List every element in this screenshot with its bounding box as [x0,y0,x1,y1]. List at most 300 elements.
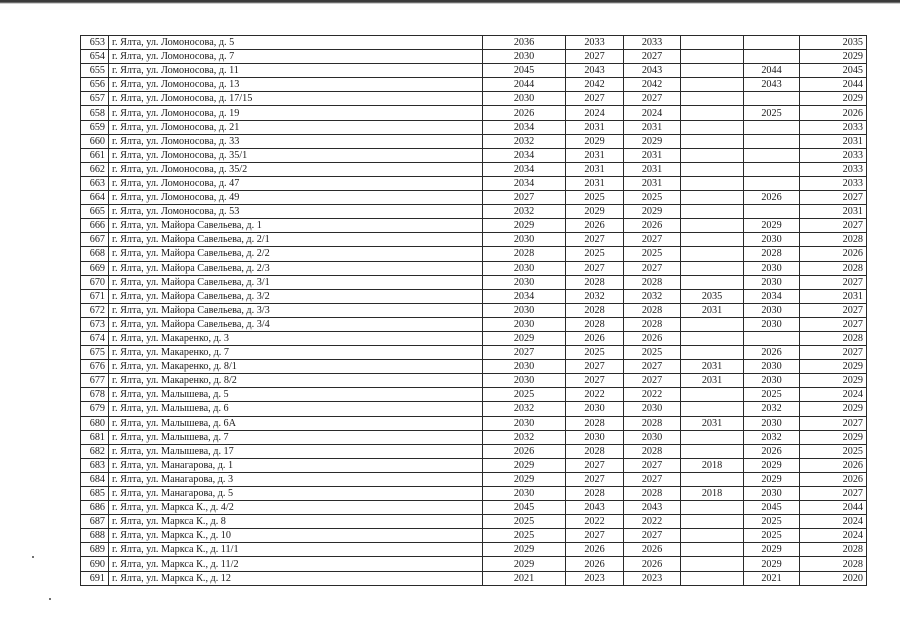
year-col-5-cell: 2030 [744,275,800,289]
year-col-5-cell: 2044 [744,64,800,78]
year-col-6-cell: 2035 [800,36,867,50]
year-col-2-cell: 2027 [566,261,624,275]
year-col-4-cell [681,515,744,529]
year-col-3-cell: 2030 [624,430,681,444]
table-body [81,36,867,586]
year-col-6-cell: 2033 [800,176,867,190]
year-col-4-cell [681,571,744,585]
address-cell: г. Ялта, ул. Майора Савельева, д. 1 [109,219,483,233]
year-col-5-cell: 2030 [744,416,800,430]
year-col-5-cell: 2025 [744,529,800,543]
year-col-4-cell [681,106,744,120]
year-col-5-cell: 2029 [744,557,800,571]
table-row [81,134,867,148]
year-col-6-cell: 2033 [800,148,867,162]
row-number-cell: 679 [81,402,109,416]
year-col-5-cell [744,120,800,134]
year-col-6-cell: 2027 [800,191,867,205]
year-col-1-cell: 2030 [483,261,566,275]
row-number-cell: 664 [81,191,109,205]
table-row [81,515,867,529]
year-col-5-cell: 2030 [744,360,800,374]
year-col-1-cell: 2032 [483,205,566,219]
table-row [81,36,867,50]
address-cell: г. Ялта, ул. Ломоносова, д. 49 [109,191,483,205]
year-col-3-cell: 2022 [624,515,681,529]
year-col-1-cell: 2030 [483,374,566,388]
year-col-6-cell: 2044 [800,78,867,92]
table-row [81,571,867,585]
year-col-6-cell: 2044 [800,501,867,515]
year-col-1-cell: 2036 [483,36,566,50]
year-col-5-cell [744,176,800,190]
row-number-cell: 674 [81,331,109,345]
year-col-2-cell: 2027 [566,360,624,374]
year-col-1-cell: 2026 [483,106,566,120]
year-col-2-cell: 2028 [566,444,624,458]
address-cell: г. Ялта, ул. Ломоносова, д. 5 [109,36,483,50]
year-col-3-cell: 2027 [624,360,681,374]
year-col-4-cell [681,402,744,416]
year-col-4-cell [681,529,744,543]
year-col-6-cell: 2029 [800,360,867,374]
table-row [81,331,867,345]
year-col-5-cell: 2025 [744,106,800,120]
address-cell: г. Ялта, ул. Ломоносова, д. 53 [109,205,483,219]
year-col-4-cell: 2031 [681,303,744,317]
address-cell: г. Ялта, ул. Маркса К., д. 10 [109,529,483,543]
year-col-2-cell: 2028 [566,303,624,317]
year-col-3-cell: 2028 [624,317,681,331]
year-col-1-cell: 2030 [483,303,566,317]
address-cell: г. Ялта, ул. Макаренко, д. 7 [109,346,483,360]
year-col-4-cell: 2031 [681,360,744,374]
year-col-6-cell: 2024 [800,515,867,529]
year-col-2-cell: 2025 [566,346,624,360]
address-cell: г. Ялта, ул. Макаренко, д. 3 [109,331,483,345]
year-col-6-cell: 2024 [800,529,867,543]
year-col-6-cell: 2026 [800,472,867,486]
address-cell: г. Ялта, ул. Майора Савельева, д. 3/3 [109,303,483,317]
year-col-5-cell: 2029 [744,543,800,557]
year-col-3-cell: 2029 [624,134,681,148]
row-number-cell: 691 [81,571,109,585]
row-number-cell: 682 [81,444,109,458]
table-row [81,289,867,303]
year-col-2-cell: 2030 [566,402,624,416]
year-col-1-cell: 2025 [483,529,566,543]
row-number-cell: 690 [81,557,109,571]
year-col-1-cell: 2032 [483,402,566,416]
year-col-3-cell: 2023 [624,571,681,585]
year-col-5-cell [744,92,800,106]
year-col-6-cell: 2025 [800,444,867,458]
row-number-cell: 671 [81,289,109,303]
year-col-1-cell: 2030 [483,275,566,289]
year-col-2-cell: 2033 [566,36,624,50]
year-col-3-cell: 2028 [624,416,681,430]
year-col-5-cell: 2030 [744,233,800,247]
table-row [81,543,867,557]
table-row [81,148,867,162]
year-col-5-cell: 2026 [744,444,800,458]
year-col-4-cell [681,557,744,571]
scan-speck [32,556,34,558]
year-col-2-cell: 2043 [566,64,624,78]
year-col-6-cell: 2026 [800,247,867,261]
row-number-cell: 660 [81,134,109,148]
row-number-cell: 666 [81,219,109,233]
year-col-5-cell: 2034 [744,289,800,303]
row-number-cell: 678 [81,388,109,402]
table-row [81,360,867,374]
year-col-2-cell: 2027 [566,458,624,472]
year-col-3-cell: 2043 [624,64,681,78]
year-col-5-cell: 2029 [744,458,800,472]
address-cell: г. Ялта, ул. Ломоносова, д. 47 [109,176,483,190]
year-col-2-cell: 2031 [566,120,624,134]
address-cell: г. Ялта, ул. Малышева, д. 5 [109,388,483,402]
year-col-3-cell: 2033 [624,36,681,50]
year-col-2-cell: 2029 [566,205,624,219]
year-col-6-cell: 2027 [800,275,867,289]
row-number-cell: 680 [81,416,109,430]
year-col-4-cell: 2018 [681,458,744,472]
year-col-4-cell [681,50,744,64]
table-row [81,78,867,92]
year-col-4-cell [681,472,744,486]
address-cell: г. Ялта, ул. Макаренко, д. 8/2 [109,374,483,388]
year-col-2-cell: 2043 [566,501,624,515]
row-number-cell: 654 [81,50,109,64]
year-col-3-cell: 2027 [624,50,681,64]
year-col-3-cell: 2022 [624,388,681,402]
year-col-1-cell: 2025 [483,388,566,402]
year-col-2-cell: 2028 [566,487,624,501]
year-col-5-cell: 2032 [744,402,800,416]
year-col-6-cell: 2028 [800,543,867,557]
year-col-1-cell: 2029 [483,219,566,233]
year-col-5-cell [744,205,800,219]
row-number-cell: 658 [81,106,109,120]
table-row [81,458,867,472]
table-row [81,487,867,501]
address-cell: г. Ялта, ул. Майора Савельева, д. 2/3 [109,261,483,275]
year-col-4-cell [681,543,744,557]
year-col-2-cell: 2027 [566,374,624,388]
year-col-1-cell: 2030 [483,233,566,247]
year-col-1-cell: 2030 [483,92,566,106]
year-col-1-cell: 2034 [483,120,566,134]
year-col-2-cell: 2031 [566,148,624,162]
year-col-3-cell: 2043 [624,501,681,515]
address-cell: г. Ялта, ул. Майора Савельева, д. 3/2 [109,289,483,303]
year-col-5-cell: 2021 [744,571,800,585]
table-row [81,529,867,543]
year-col-1-cell: 2032 [483,134,566,148]
year-col-3-cell: 2031 [624,148,681,162]
year-col-6-cell: 2033 [800,162,867,176]
year-col-2-cell: 2030 [566,430,624,444]
year-col-4-cell [681,275,744,289]
year-col-3-cell: 2028 [624,303,681,317]
row-number-cell: 687 [81,515,109,529]
year-col-6-cell: 2031 [800,205,867,219]
year-col-1-cell: 2030 [483,416,566,430]
row-number-cell: 662 [81,162,109,176]
address-cell: г. Ялта, ул. Малышева, д. 17 [109,444,483,458]
address-cell: г. Ялта, ул. Ломоносова, д. 35/1 [109,148,483,162]
year-col-1-cell: 2034 [483,176,566,190]
year-col-6-cell: 2028 [800,261,867,275]
year-col-4-cell [681,444,744,458]
year-col-1-cell: 2021 [483,571,566,585]
table-row [81,430,867,444]
year-col-1-cell: 2025 [483,515,566,529]
row-number-cell: 689 [81,543,109,557]
year-col-2-cell: 2027 [566,472,624,486]
table-row [81,233,867,247]
year-col-4-cell [681,78,744,92]
year-col-4-cell: 2031 [681,416,744,430]
year-col-3-cell: 2026 [624,557,681,571]
year-col-2-cell: 2024 [566,106,624,120]
address-cell: г. Ялта, ул. Малышева, д. 6А [109,416,483,430]
year-col-4-cell [681,219,744,233]
year-col-5-cell [744,36,800,50]
year-col-6-cell: 2029 [800,92,867,106]
year-col-1-cell: 2032 [483,430,566,444]
year-col-6-cell: 2027 [800,416,867,430]
year-col-4-cell [681,261,744,275]
year-col-3-cell: 2026 [624,219,681,233]
scan-top-edge [0,0,900,4]
year-col-6-cell: 2028 [800,557,867,571]
year-col-2-cell: 2022 [566,388,624,402]
year-col-6-cell: 2029 [800,50,867,64]
year-col-6-cell: 2027 [800,317,867,331]
year-col-6-cell: 2020 [800,571,867,585]
year-col-1-cell: 2030 [483,360,566,374]
year-col-2-cell: 2028 [566,317,624,331]
year-col-3-cell: 2026 [624,543,681,557]
year-col-5-cell: 2043 [744,78,800,92]
year-col-1-cell: 2029 [483,458,566,472]
year-col-6-cell: 2028 [800,331,867,345]
year-col-4-cell: 2035 [681,289,744,303]
year-col-6-cell: 2028 [800,233,867,247]
row-number-cell: 659 [81,120,109,134]
row-number-cell: 668 [81,247,109,261]
row-number-cell: 684 [81,472,109,486]
year-col-3-cell: 2029 [624,205,681,219]
table-row [81,106,867,120]
year-col-2-cell: 2026 [566,331,624,345]
address-cell: г. Ялта, ул. Ломоносова, д. 35/2 [109,162,483,176]
row-number-cell: 683 [81,458,109,472]
year-col-6-cell: 2033 [800,120,867,134]
address-cell: г. Ялта, ул. Майора Савельева, д. 3/1 [109,275,483,289]
year-col-4-cell [681,36,744,50]
year-col-1-cell: 2026 [483,444,566,458]
year-col-3-cell: 2025 [624,247,681,261]
address-cell: г. Ялта, ул. Майора Савельева, д. 2/2 [109,247,483,261]
address-cell: г. Ялта, ул. Ломоносова, д. 17/15 [109,92,483,106]
year-col-4-cell [681,388,744,402]
year-col-4-cell: 2018 [681,487,744,501]
year-col-1-cell: 2029 [483,472,566,486]
year-col-2-cell: 2026 [566,557,624,571]
year-col-1-cell: 2027 [483,191,566,205]
year-col-2-cell: 2028 [566,275,624,289]
year-col-5-cell: 2025 [744,388,800,402]
table-row [81,92,867,106]
address-cell: г. Ялта, ул. Малышева, д. 6 [109,402,483,416]
year-col-1-cell: 2044 [483,78,566,92]
year-col-4-cell [681,120,744,134]
year-col-2-cell: 2031 [566,176,624,190]
year-col-4-cell [681,162,744,176]
year-col-6-cell: 2027 [800,487,867,501]
table-row [81,50,867,64]
year-col-1-cell: 2029 [483,557,566,571]
year-col-5-cell: 2029 [744,219,800,233]
row-number-cell: 656 [81,78,109,92]
address-cell: г. Ялта, ул. Ломоносова, д. 11 [109,64,483,78]
address-cell: г. Ялта, ул. Ломоносова, д. 21 [109,120,483,134]
address-cell: г. Ялта, ул. Манагарова, д. 3 [109,472,483,486]
year-col-5-cell: 2045 [744,501,800,515]
row-number-cell: 667 [81,233,109,247]
year-col-1-cell: 2034 [483,162,566,176]
year-col-5-cell [744,50,800,64]
year-col-3-cell: 2025 [624,346,681,360]
year-col-1-cell: 2028 [483,247,566,261]
year-col-3-cell: 2027 [624,529,681,543]
year-col-5-cell: 2030 [744,487,800,501]
year-col-3-cell: 2026 [624,331,681,345]
row-number-cell: 672 [81,303,109,317]
year-col-4-cell [681,233,744,247]
table-row [81,176,867,190]
year-col-3-cell: 2030 [624,402,681,416]
year-col-3-cell: 2027 [624,92,681,106]
year-col-4-cell [681,205,744,219]
year-col-6-cell: 2027 [800,303,867,317]
table-row [81,346,867,360]
year-col-5-cell: 2030 [744,374,800,388]
year-col-4-cell [681,247,744,261]
table-row [81,162,867,176]
address-cell: г. Ялта, ул. Манагарова, д. 5 [109,487,483,501]
year-col-5-cell: 2030 [744,317,800,331]
year-col-1-cell: 2045 [483,64,566,78]
table-row [81,261,867,275]
year-col-3-cell: 2024 [624,106,681,120]
address-cell: г. Ялта, ул. Ломоносова, д. 7 [109,50,483,64]
year-col-2-cell: 2032 [566,289,624,303]
year-col-1-cell: 2029 [483,331,566,345]
year-col-2-cell: 2027 [566,50,624,64]
year-col-2-cell: 2027 [566,233,624,247]
year-col-1-cell: 2027 [483,346,566,360]
year-col-5-cell [744,134,800,148]
year-col-3-cell: 2028 [624,275,681,289]
year-col-4-cell: 2031 [681,374,744,388]
year-col-2-cell: 2029 [566,134,624,148]
year-col-6-cell: 2029 [800,374,867,388]
year-col-4-cell [681,331,744,345]
year-col-1-cell: 2034 [483,148,566,162]
address-cell: г. Ялта, ул. Малышева, д. 7 [109,430,483,444]
table-row [81,444,867,458]
year-col-4-cell [681,501,744,515]
address-cell: г. Ялта, ул. Ломоносова, д. 19 [109,106,483,120]
row-number-cell: 669 [81,261,109,275]
year-col-4-cell [681,176,744,190]
year-col-3-cell: 2025 [624,191,681,205]
year-col-2-cell: 2027 [566,529,624,543]
row-number-cell: 653 [81,36,109,50]
address-cell: г. Ялта, ул. Манагарова, д. 1 [109,458,483,472]
row-number-cell: 661 [81,148,109,162]
year-col-3-cell: 2032 [624,289,681,303]
year-col-3-cell: 2031 [624,176,681,190]
row-number-cell: 665 [81,205,109,219]
table-row [81,416,867,430]
year-col-5-cell: 2026 [744,191,800,205]
year-col-1-cell: 2034 [483,289,566,303]
year-col-3-cell: 2027 [624,472,681,486]
table-row [81,219,867,233]
year-col-1-cell: 2030 [483,317,566,331]
year-col-5-cell: 2030 [744,261,800,275]
table-row [81,275,867,289]
row-number-cell: 670 [81,275,109,289]
year-col-2-cell: 2042 [566,78,624,92]
table-row [81,303,867,317]
row-number-cell: 685 [81,487,109,501]
address-cell: г. Ялта, ул. Ломоносова, д. 33 [109,134,483,148]
year-col-1-cell: 2029 [483,543,566,557]
address-cell: г. Ялта, ул. Маркса К., д. 8 [109,515,483,529]
address-cell: г. Ялта, ул. Маркса К., д. 11/1 [109,543,483,557]
row-number-cell: 655 [81,64,109,78]
row-number-cell: 686 [81,501,109,515]
year-col-2-cell: 2025 [566,191,624,205]
year-col-1-cell: 2030 [483,50,566,64]
year-col-3-cell: 2027 [624,374,681,388]
row-number-cell: 688 [81,529,109,543]
row-number-cell: 676 [81,360,109,374]
year-col-6-cell: 2045 [800,64,867,78]
year-col-4-cell [681,317,744,331]
year-col-5-cell [744,162,800,176]
scan-speck [49,598,51,600]
row-number-cell: 657 [81,92,109,106]
table-row [81,247,867,261]
year-col-4-cell [681,191,744,205]
row-number-cell: 677 [81,374,109,388]
year-col-3-cell: 2031 [624,162,681,176]
year-col-5-cell: 2026 [744,346,800,360]
address-cell: г. Ялта, ул. Майора Савельева, д. 2/1 [109,233,483,247]
table-row [81,557,867,571]
row-number-cell: 681 [81,430,109,444]
year-col-2-cell: 2028 [566,416,624,430]
year-col-4-cell [681,346,744,360]
year-col-6-cell: 2024 [800,388,867,402]
